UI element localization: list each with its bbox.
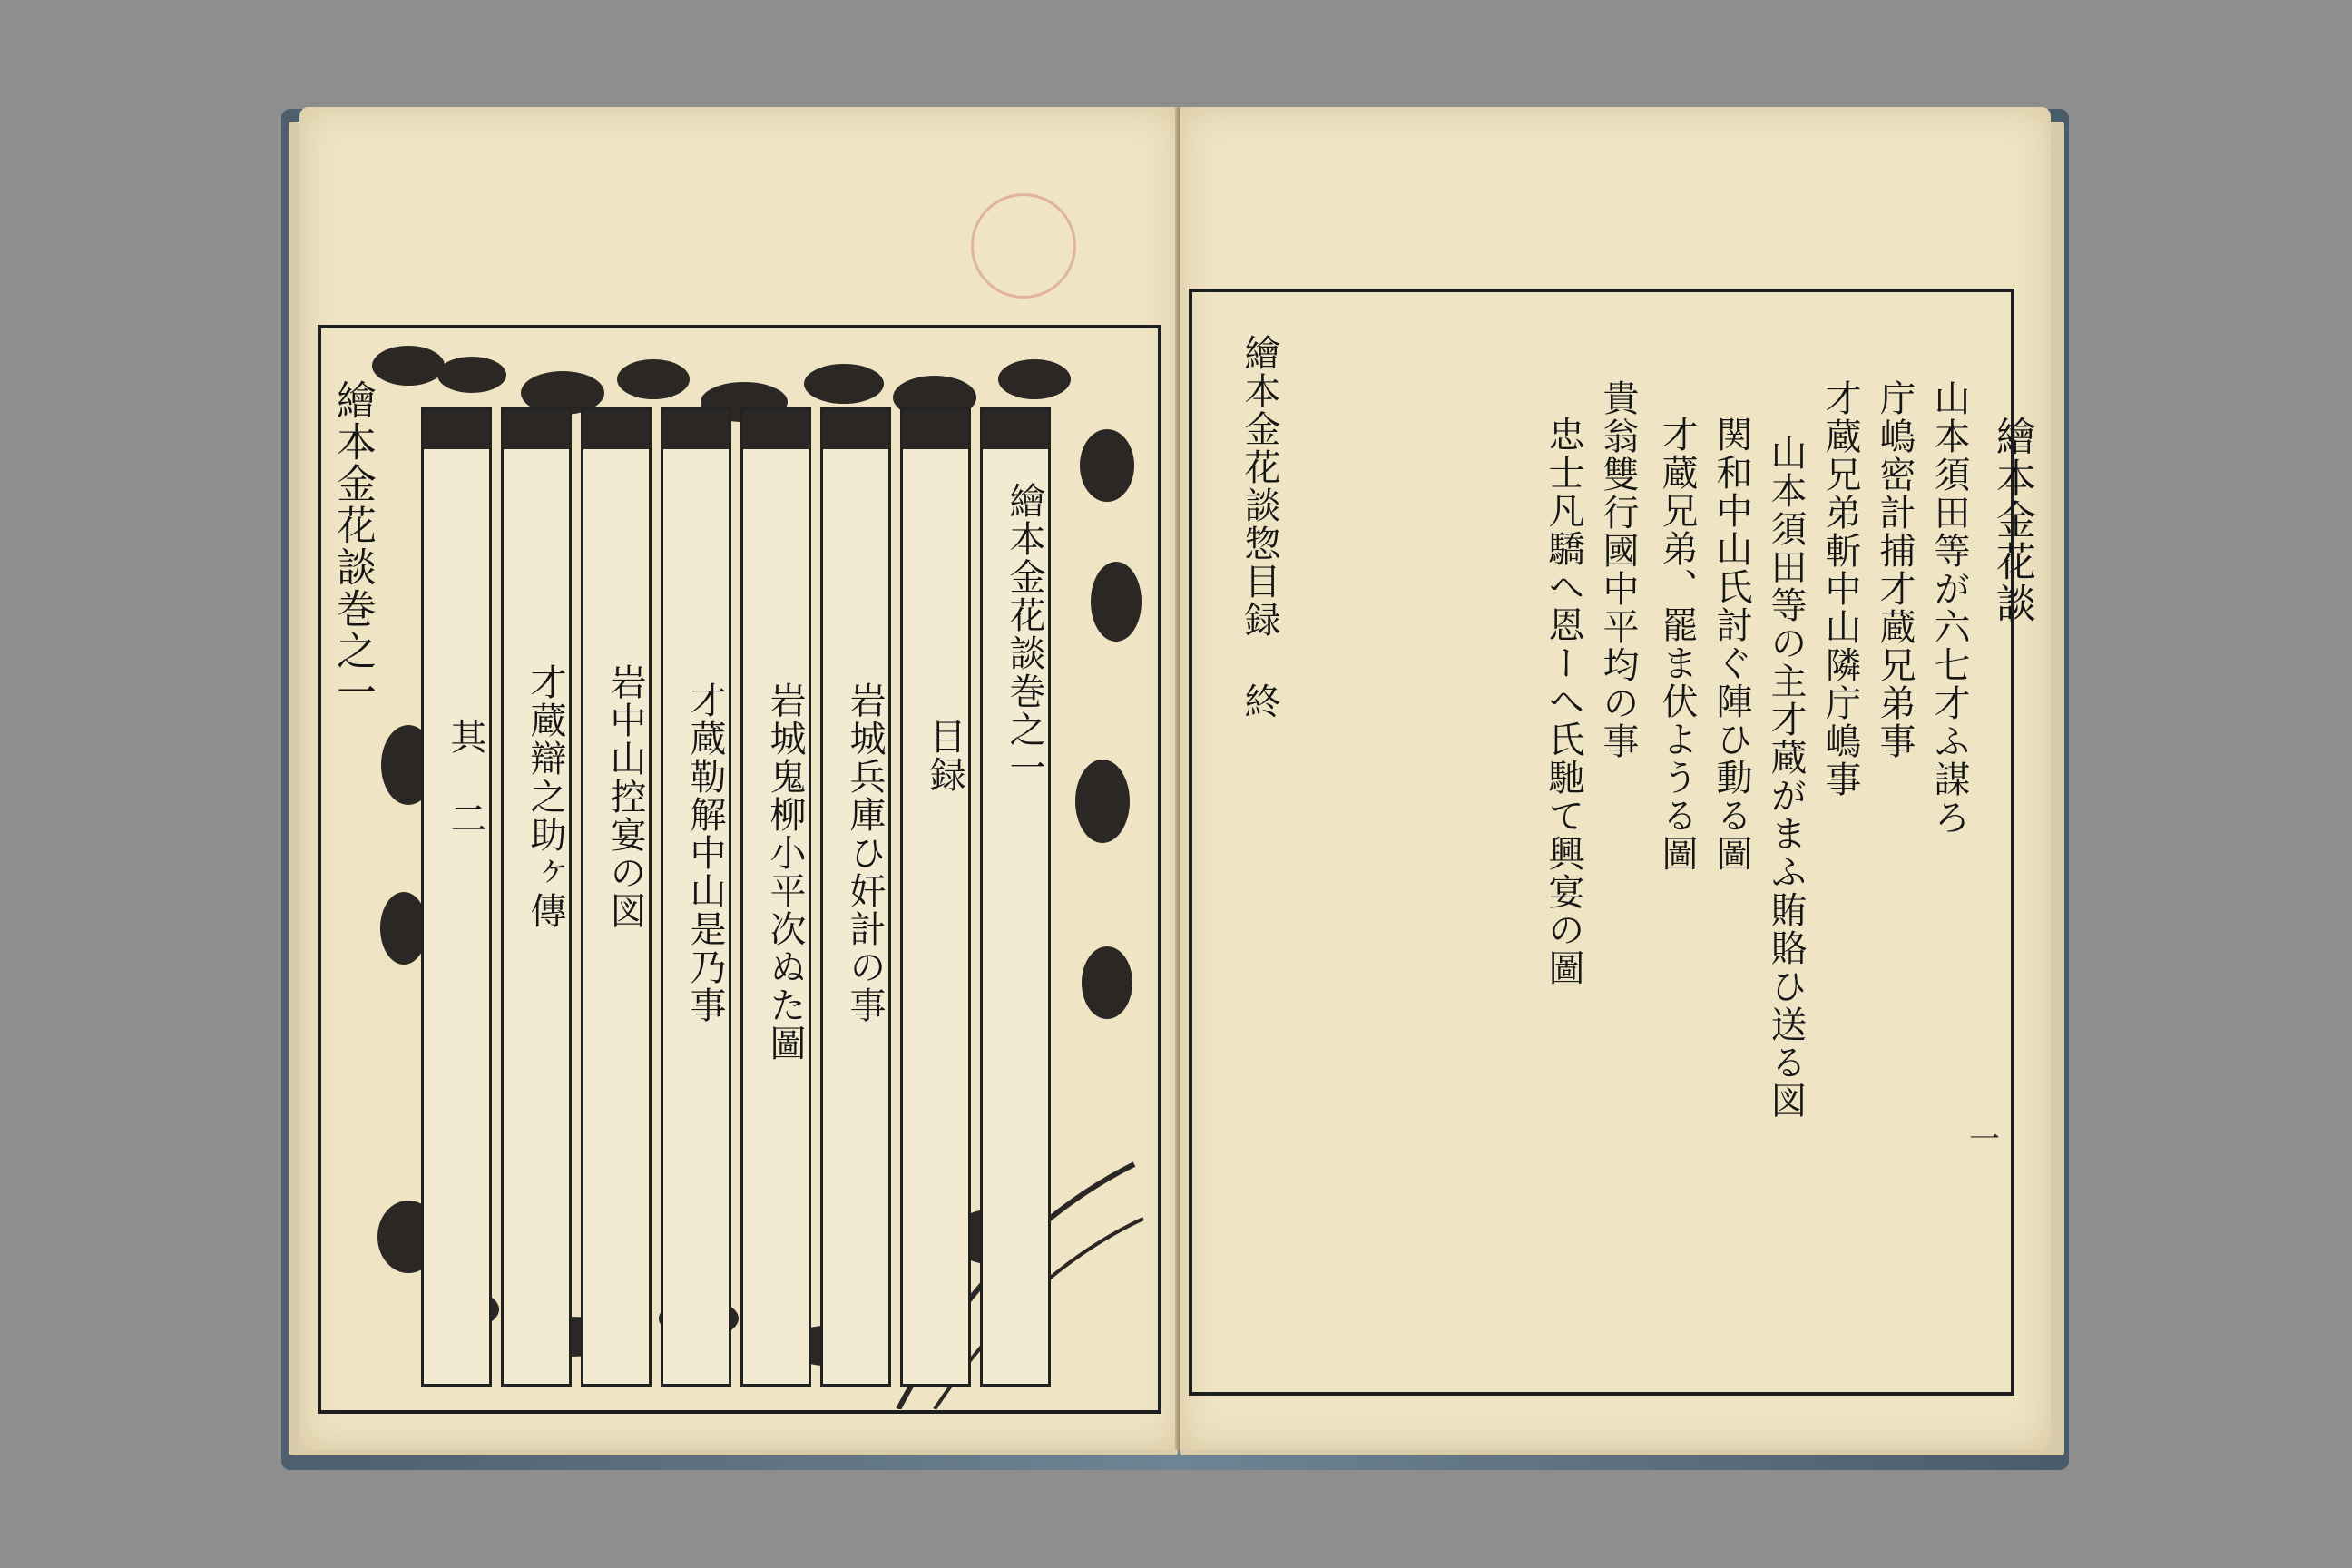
contents-line: 忠士凡驕へ恩ーへ氏馳て興宴の圖 [1543, 416, 1584, 987]
contents-slip [661, 407, 731, 1387]
library-seal [971, 193, 1076, 299]
contents-slip [900, 407, 971, 1387]
contents-slip [581, 407, 652, 1387]
left-margin-title: 繪本金花談巻之一 [329, 379, 376, 713]
slip-text: 岩中山控宴の図 [604, 663, 646, 930]
slip-text: 目録 [924, 718, 965, 794]
contents-line: 才蔵兄弟、罷ま伏ようる圖 [1656, 416, 1698, 873]
contents-line: 山本須田等が六七才ふ謀ろ [1928, 379, 1970, 837]
slip-text: 才蔵辯之助ヶ傳 [524, 663, 566, 930]
slip-text: 岩城鬼柳小平次ぬた圖 [764, 681, 806, 1063]
contents-slip [820, 407, 891, 1387]
left-page [299, 107, 1180, 1450]
slip-text: 其 二 [445, 718, 486, 838]
right-margin-title: 繪本金花談 [1989, 416, 2035, 624]
contents-line: 庁嶋密計捕才蔵兄弟事 [1874, 379, 1916, 760]
contents-slip [740, 407, 811, 1387]
contents-slip [501, 407, 572, 1387]
slip-text: 才蔵勒解中山是乃事 [684, 681, 726, 1024]
contents-slip [980, 407, 1051, 1387]
contents-line: 才蔵兄弟斬中山隣庁嶋事 [1819, 379, 1861, 799]
slip-text: 岩城兵庫ひ奸計の事 [844, 681, 886, 1024]
contents-line: 関和中山氏討ぐ陣ひ動る圖 [1710, 416, 1752, 873]
contents-line: 貴翁雙行國中平均の事 [1597, 379, 1639, 760]
page-mark: 一 [1969, 1122, 2000, 1158]
right-page [1180, 107, 2051, 1450]
contents-end-line: 繪本金花談惣目録 終 [1239, 334, 1280, 720]
open-book [272, 100, 2078, 1470]
contents-line: 山本須田等の主才蔵がまふ賄賂ひ送る図 [1765, 434, 1807, 1120]
slip-text: 繪本金花談巻之一 [1004, 482, 1045, 787]
contents-slip [421, 407, 492, 1387]
